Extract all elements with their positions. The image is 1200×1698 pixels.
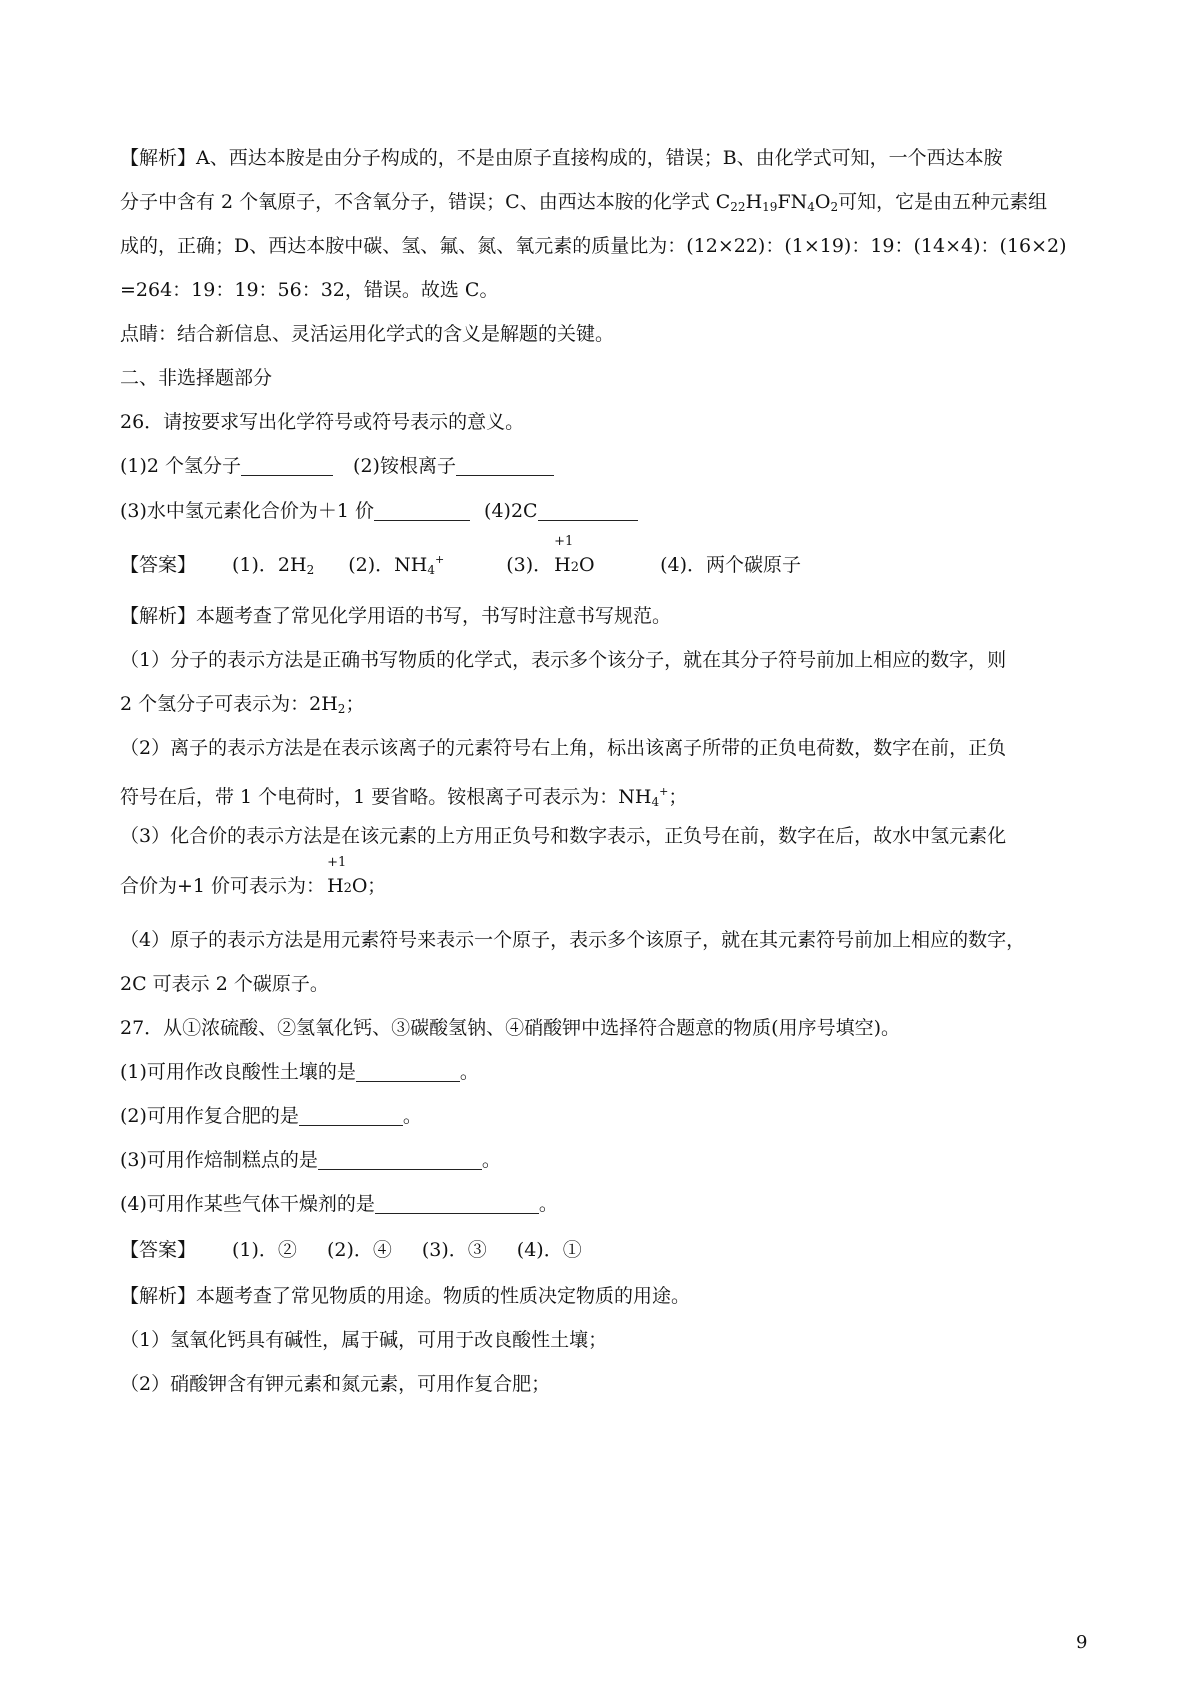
answer-item: (1)．2H (232, 554, 307, 576)
subscript: 4 (651, 795, 660, 809)
text-span: 。 (459, 1061, 479, 1083)
text-span: 分子中含有 2 个氧原子，不含氧分子，错误；C、由西达本胺的化学式 C (120, 191, 731, 213)
text-span: O (578, 554, 595, 576)
part-label: (4)2C (484, 500, 538, 522)
text-span: H (327, 875, 344, 897)
answer-blank (538, 500, 638, 521)
analysis-line-4: =264：19：19：56：32，错误。故选 C。 (120, 279, 499, 301)
answer-item: (4)．两个碳原子 (660, 554, 802, 576)
part-label: (2)可用作复合肥的是 (120, 1105, 299, 1127)
text-span: ； (668, 786, 688, 808)
text-span: FN (777, 191, 808, 213)
subscript: 2 (343, 881, 352, 896)
answer-blank (299, 1105, 403, 1126)
question-27-answer (120, 1236, 1100, 1264)
question-27-part-4 (120, 1190, 1100, 1218)
text-span: 。 (481, 1149, 501, 1171)
part-label: (2)铵根离子 (353, 455, 456, 477)
answer-tag: 【答案】 (120, 554, 197, 576)
answer-tag: 【答案】 (120, 1239, 197, 1261)
answer-blank (356, 1061, 460, 1082)
valence-formula (325, 855, 368, 898)
answer-item: (4)．① (516, 1239, 582, 1261)
question-26-row-2 (120, 497, 1100, 525)
valence-mark: +1 (554, 534, 574, 549)
question-27-part-2 (120, 1102, 1100, 1130)
answer-blank (374, 500, 470, 521)
answer-item: (2)．④ (326, 1239, 392, 1261)
section-heading: 二、非选择题部分 (120, 367, 273, 389)
answer-item: (2)．NH (348, 554, 428, 576)
subscript: 2 (830, 200, 839, 214)
subscript: 2 (306, 563, 315, 577)
subscript: 2 (570, 560, 579, 575)
answer-blank (456, 455, 554, 476)
question-26-stem: 26．请按要求写出化学符号或符号表示的意义。 (120, 411, 525, 433)
answer-item: (3)． (506, 554, 553, 576)
superscript: + (659, 785, 669, 798)
answer-blank (241, 455, 333, 476)
text-span: 。 (402, 1105, 422, 1127)
explanation-1a: （1）分子的表示方法是正确书写物质的化学式，表示多个该分子，就在其分子符号前加上相应的数字，则 (120, 649, 1007, 671)
explanation-1b (120, 690, 1100, 723)
subscript: 19 (762, 200, 778, 214)
answer-blank (318, 1149, 482, 1170)
question-27-explanation-2: （2）硝酸钾含有钾元素和氮元素，可用作复合肥； (120, 1373, 551, 1395)
valence-formula (552, 534, 595, 577)
answer-item: (1)．② (232, 1239, 297, 1261)
text-span: 2 个氢分子可表示为：2H (120, 693, 338, 715)
text-span: 合价为+1 价可表示为： (120, 875, 326, 897)
question-26-answer (120, 534, 1100, 584)
part-label: (4)可用作某些气体干燥剂的是 (120, 1193, 375, 1215)
text-span: ； (367, 875, 387, 897)
part-label: (3)可用作焙制糕点的是 (120, 1149, 318, 1171)
explanation-4a: （4）原子的表示方法是用元素符号来表示一个原子，表示多个该原子，就在其元素符号前加上相应的数字， (120, 929, 1026, 951)
key-point-note: 点睛：结合新信息、灵活运用化学式的含义是解题的关键。 (120, 323, 615, 345)
analysis-line-3: 成的，正确；D、西达本胺中碳、氢、氟、氮、氧元素的质量比为：(12×22)：(1×19)：19：(14×4)：(16×2) (120, 235, 1067, 257)
text-span: 符号在后，带 1 个电荷时，1 要省略。铵根离子可表示为：NH (120, 786, 652, 808)
text-span: O (814, 191, 831, 213)
explanation-2b (120, 778, 1100, 816)
part-label: (1)2 个氢分子 (120, 455, 242, 477)
question-27-stem: 27．从①浓硫酸、②氢氧化钙、③碳酸氢钠、④硝酸钾中选择符合题意的物质(用序号填空)。 (120, 1017, 901, 1039)
explanation-2a: （2）离子的表示方法是在表示该离子的元素符号右上角，标出该离子所带的正负电荷数，数字在前，正负 (120, 737, 1007, 759)
explanation-4b: 2C 可表示 2 个碳原子。 (120, 973, 329, 995)
answer-blank (375, 1193, 539, 1214)
text-span: H (554, 554, 571, 576)
page-number: 9 (1076, 1632, 1088, 1653)
question-27-explanation-1: （1）氢氧化钙具有碱性，属于碱，可用于改良酸性土壤； (120, 1329, 608, 1351)
text-span: O (351, 875, 368, 897)
text-span: ； (345, 693, 365, 715)
text-span: H (745, 191, 763, 213)
subscript: 22 (730, 200, 746, 214)
explanation-3a: （3）化合价的表示方法是在该元素的上方用正负号和数字表示，正负号在前，数字在后，故水中氢元素化 (120, 825, 1007, 847)
subscript: 4 (427, 563, 435, 577)
question-27-analysis: 【解析】本题考查了常见物质的用途。物质的性质决定物质的用途。 (120, 1285, 691, 1307)
question-26-analysis: 【解析】本题考查了常见化学用语的书写，书写时注意书写规范。 (120, 605, 672, 627)
part-label: (3)水中氢元素化合价为＋1 价 (120, 500, 375, 522)
question-27-part-1 (120, 1058, 1100, 1086)
explanation-3b (120, 855, 1100, 900)
analysis-line-1: 【解析】A、西达本胺是由分子构成的，不是由原子直接构成的，错误；B、由化学式可知，一个西达本胺 (120, 147, 1003, 169)
subscript: 4 (807, 200, 815, 214)
text-span: 可知，它是由五种元素组 (838, 191, 1048, 213)
question-27-part-3 (120, 1146, 1100, 1174)
subscript: 2 (337, 702, 346, 716)
analysis-line-2 (120, 188, 1100, 221)
text-span: 。 (538, 1193, 558, 1215)
part-label: (1)可用作改良酸性土壤的是 (120, 1061, 356, 1083)
question-26-row-1 (120, 452, 1100, 480)
answer-item: (3)．③ (421, 1239, 487, 1261)
superscript: + (434, 553, 445, 566)
valence-mark: +1 (327, 855, 347, 870)
